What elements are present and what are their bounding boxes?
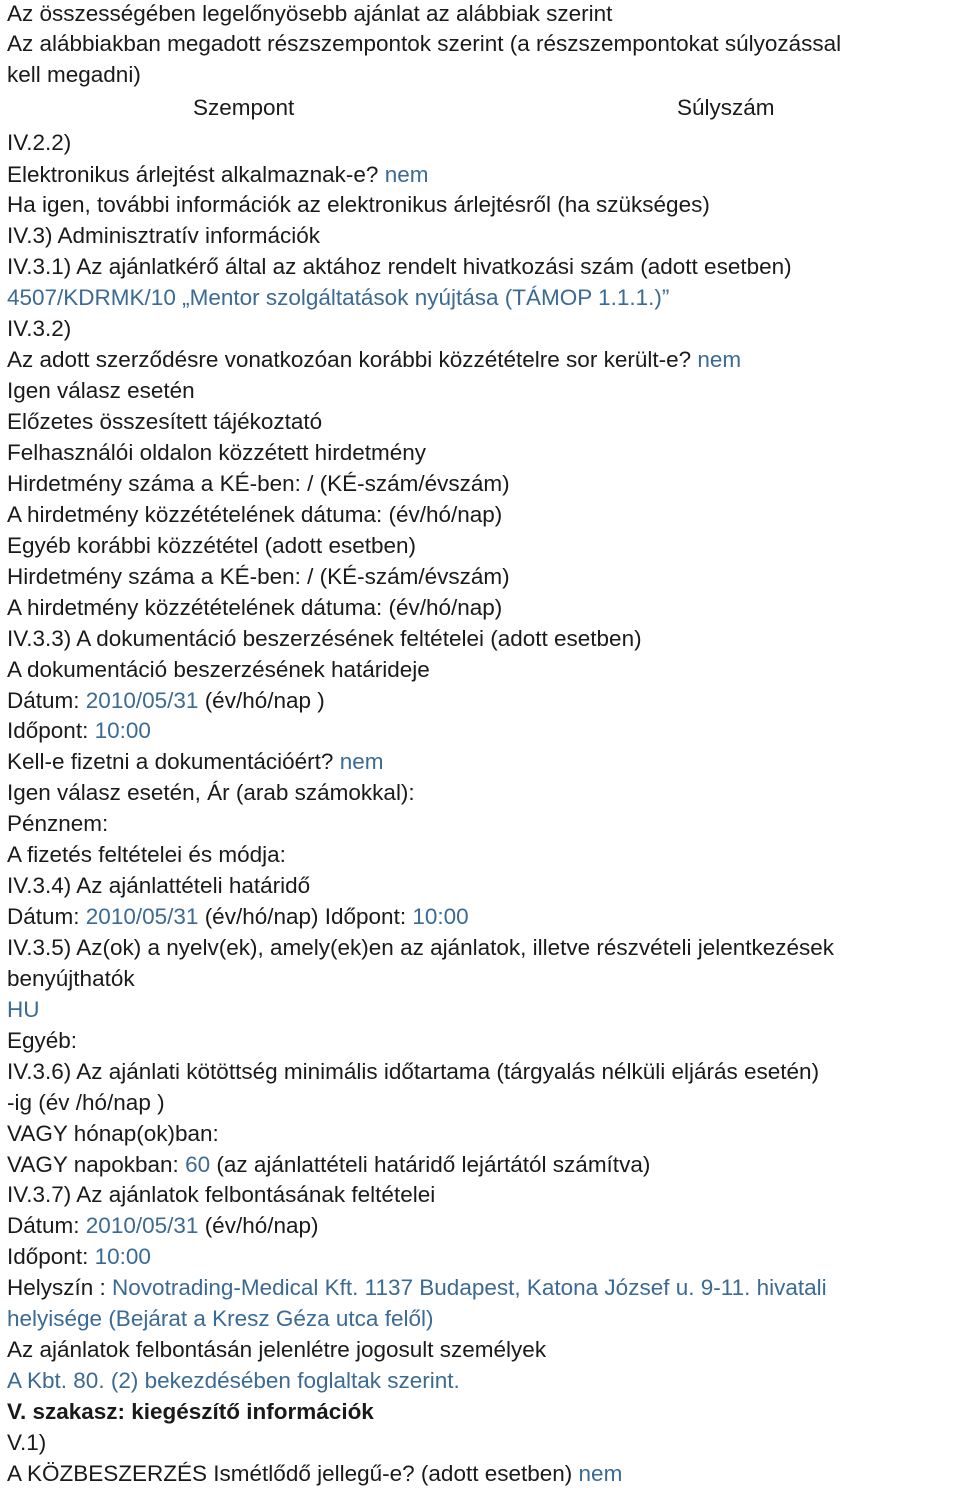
text-line: kell megadni): [7, 62, 141, 87]
text-line: Hirdetmény száma a KÉ-ben: / (KÉ-szám/évszám): [7, 471, 510, 496]
text-line: -ig (év /hó/nap ): [7, 1090, 165, 1115]
location-line: [7, 1274, 827, 1302]
date-line: [7, 687, 325, 715]
time-value: 10:00: [412, 904, 469, 929]
days-value: 60: [185, 1152, 211, 1177]
field-suffix: (az ajánlattételi határidő lejártától számítva): [216, 1152, 651, 1177]
date-format: (év/hó/nap ): [204, 688, 325, 713]
text-line: Pénznem:: [7, 811, 109, 836]
field-value: nem: [339, 749, 384, 774]
field-value: nem: [578, 1461, 623, 1486]
field-line: [7, 1460, 622, 1488]
field-value: nem: [697, 347, 742, 372]
text-line: Igen válasz esetén, Ár (arab számokkal):: [7, 780, 415, 805]
field-label: Dátum:: [7, 1213, 80, 1238]
time-line: [7, 717, 151, 745]
section-heading: IV.3.4) Az ajánlattételi határidő: [7, 873, 311, 898]
section-heading: IV.3.5) Az(ok) a nyelv(ek), amely(ek)en az ajánlatok, illetve részvételi jelentkezések: [7, 935, 835, 960]
text-line: Ha igen, további információk az elektronikus árlejtésről (ha szükséges): [7, 192, 710, 217]
criteria-column-header: Szempont: [193, 95, 295, 120]
field-label: Kell-e fizetni a dokumentációért?: [7, 749, 334, 774]
text-line: Az alábbiakban megadott részszempontok szerint (a részszempontokat súlyozással: [7, 31, 842, 56]
text-line: Felhasználói oldalon közzétett hirdetmény: [7, 440, 426, 465]
text-line: A fizetés feltételei és módja:: [7, 842, 286, 867]
date-line: [7, 1212, 319, 1240]
text-line: Igen válasz esetén: [7, 378, 195, 403]
date-time-line: [7, 903, 469, 931]
persons-value: A Kbt. 80. (2) bekezdésében foglaltak szerint.: [7, 1368, 460, 1393]
text-line: A hirdetmény közzétételének dátuma: (év/hó/nap): [7, 595, 503, 620]
section-number: V.1): [7, 1430, 47, 1455]
date-format: (év/hó/nap): [204, 1213, 319, 1238]
section-title: V. szakasz: kiegészítő információk: [7, 1399, 374, 1424]
text-line: Előzetes összesített tájékoztató: [7, 409, 323, 434]
language-value: HU: [7, 997, 40, 1022]
text-line: benyújthatók: [7, 966, 135, 991]
section-heading: IV.3.6) Az ajánlati kötöttség minimális időtartama (tárgyalás nélküli eljárás esetén): [7, 1059, 820, 1084]
time-value: 10:00: [94, 718, 151, 743]
date-value: 2010/05/31: [85, 1213, 199, 1238]
weight-column-header: Súlyszám: [677, 95, 775, 120]
field-label: Időpont:: [7, 718, 89, 743]
text-line: Egyéb korábbi közzététel (adott esetben): [7, 533, 416, 558]
time-line: [7, 1243, 151, 1271]
field-line: [7, 748, 383, 776]
section-heading: IV.3.1) Az ajánlatkérő által az aktához rendelt hivatkozási szám (adott esetben): [7, 254, 792, 279]
text-line: Az összességében legelőnyösebb ajánlat az alábbiak szerint: [7, 1, 613, 26]
location-value-continued: helyisége (Bejárat a Kresz Géza utca felől): [7, 1306, 434, 1331]
section-number: IV.2.2): [7, 130, 72, 155]
field-label: A KÖZBESZERZÉS Ismétlődő jellegű-e? (adott esetben): [7, 1461, 573, 1486]
section-heading: IV.3) Adminisztratív információk: [7, 223, 321, 248]
text-line: Az ajánlatok felbontásán jelenlétre jogosult személyek: [7, 1337, 547, 1362]
date-value: 2010/05/31: [85, 904, 199, 929]
section-heading: IV.3.7) Az ajánlatok felbontásának feltételei: [7, 1182, 436, 1207]
text-line: Egyéb:: [7, 1028, 78, 1053]
field-line: [7, 346, 741, 374]
text-line: VAGY hónap(ok)ban:: [7, 1121, 219, 1146]
reference-number-value: 4507/KDRMK/10 „Mentor szolgáltatások nyújtása (TÁMOP 1.1.1.)”: [7, 285, 670, 310]
field-line: [7, 161, 428, 189]
field-value: nem: [384, 162, 429, 187]
field-label: Elektronikus árlejtést alkalmaznak-e?: [7, 162, 379, 187]
location-value: Novotrading-Medical Kft. 1137 Budapest, Katona József u. 9-11. hivatali: [112, 1275, 827, 1300]
field-label: Dátum:: [7, 904, 80, 929]
text-line: A hirdetmény közzétételének dátuma: (év/hó/nap): [7, 502, 503, 527]
date-format: (év/hó/nap) Időpont:: [204, 904, 407, 929]
text-line: A dokumentáció beszerzésének határideje: [7, 657, 430, 682]
field-label: Dátum:: [7, 688, 80, 713]
field-label: VAGY napokban:: [7, 1152, 179, 1177]
section-number: IV.3.2): [7, 316, 72, 341]
field-label: Helyszín :: [7, 1275, 106, 1300]
field-label: Az adott szerződésre vonatkozóan korábbi közzétételre sor került-e?: [7, 347, 692, 372]
text-line: Hirdetmény száma a KÉ-ben: / (KÉ-szám/évszám): [7, 564, 510, 589]
field-line: [7, 1151, 650, 1179]
time-value: 10:00: [94, 1244, 151, 1269]
date-value: 2010/05/31: [85, 688, 199, 713]
field-label: Időpont:: [7, 1244, 89, 1269]
section-heading: IV.3.3) A dokumentáció beszerzésének feltételei (adott esetben): [7, 626, 642, 651]
